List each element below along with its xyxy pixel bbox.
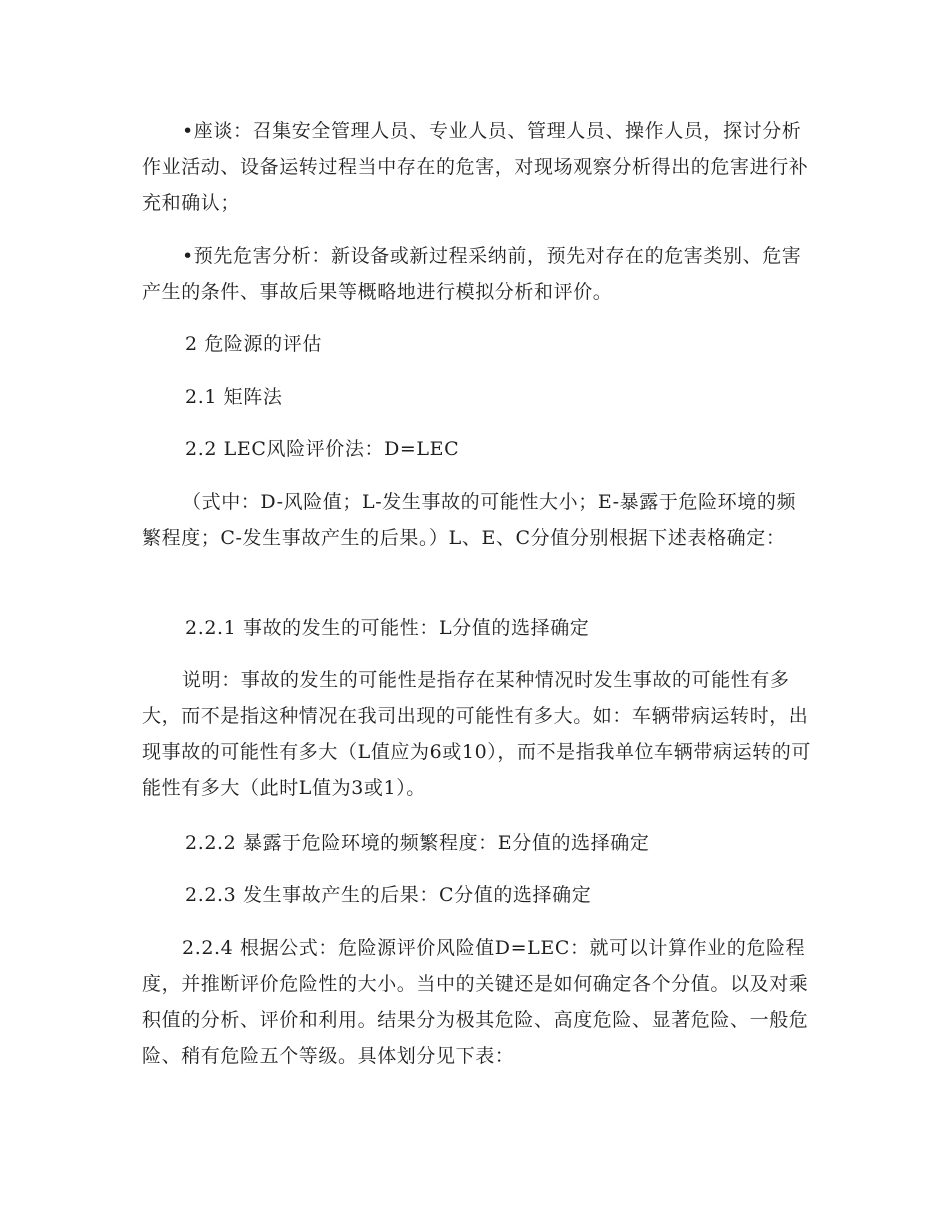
paragraph-symposium: •座谈：召集安全管理人员、专业人员、管理人员、操作人员，探讨分析作业活动、设备运转过程当中存在的危害，对现场观察分析得出的危害进行补充和确认； (142, 120, 809, 214)
paragraph-preliminary-hazard-analysis: •预先危害分析：新设备或新过程采纳前，预先对存在的危害类别、危害产生的条件、事故后果等概略地进行模拟分析和评价。 (142, 245, 802, 303)
paragraph-risk-level-classification: 2.2.4 根据公式：危险源评价风险值D=LEC：就可以计算作业的危险程度，并推断评价危险性的大小。当中的关键还是如何确定各个分值。以及对乘积值的分析、评价和利用。结果分为极其危险、高度危险、显著危险、一般危险、稍有危险五个等级。具体划分见下表： (142, 937, 809, 1067)
paragraph-lec-formula-explanation: （式中：D-风险值；L-发生事故的可能性大小；E-暴露于危险环境的频繁程度；C-发生事故产生的后果。）L、E、C分值分别根据下述表格确定： (142, 491, 797, 549)
heading-e-score: 2.2.2 暴露于危险环境的频繁程度：E分值的选择确定 (185, 832, 650, 854)
heading-c-score: 2.2.3 发生事故产生的后果：C分值的选择确定 (185, 884, 592, 906)
paragraph-l-score-note: 说明：事故的发生的可能性是指存在某种情况时发生事故的可能性有多大，而不是指这种情况在我司出现的可能性有多大。如：车辆带病运转时，出现事故的可能性有多大（L值应为6或10），而不是指我单位车辆带病运转的可能性有多大（此时L值为3或1）。 (142, 669, 811, 799)
heading-matrix-method: 2.1 矩阵法 (185, 386, 283, 408)
heading-l-score: 2.2.1 事故的发生的可能性：L分值的选择确定 (185, 617, 590, 639)
heading-hazard-assessment: 2 危险源的评估 (185, 333, 322, 355)
heading-lec-method: 2.2 LEC风险评价法：D=LEC (185, 438, 460, 460)
